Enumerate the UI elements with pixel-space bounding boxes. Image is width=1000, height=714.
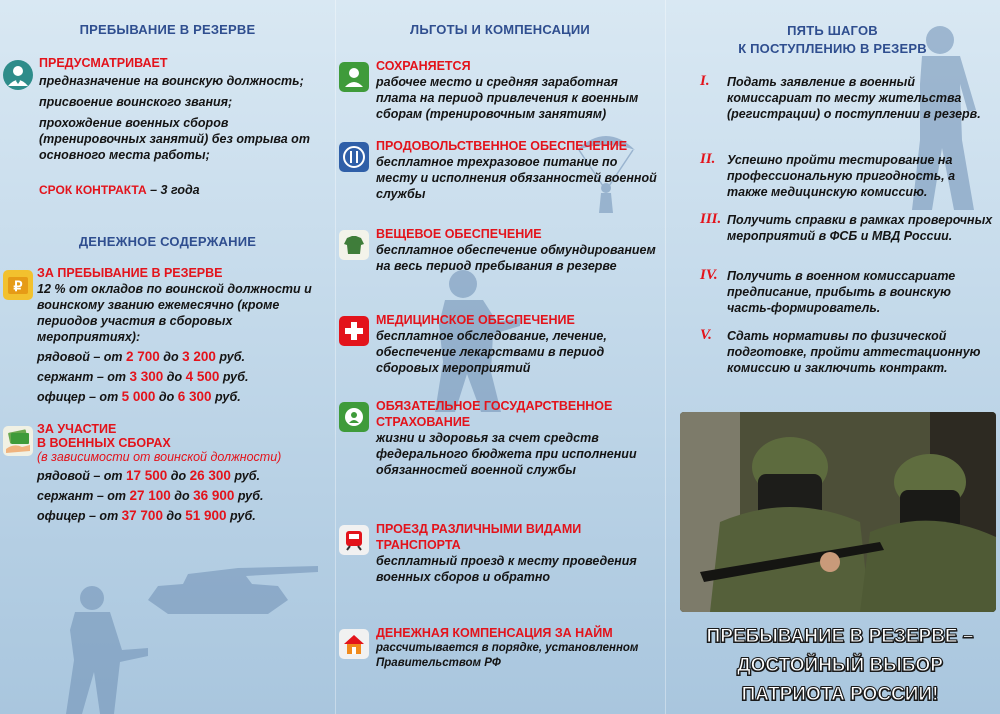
provides-item: присвоение воинского звания; [39,95,233,109]
benefits-heading: ЛЬГОТЫ И КОМПЕНСАЦИИ [410,22,590,37]
pay-rub-word: руб. [215,350,246,364]
pay-to-value: 36 900 [193,488,235,503]
svg-text:₽: ₽ [13,278,23,294]
pay-from-value: 2 700 [126,349,160,364]
pay-from-value: 27 100 [129,488,171,503]
steps-heading-line-2: К ПОСТУПЛЕНИЮ В РЕЗЕРВ [738,41,927,56]
slogan-line-1: ПРЕБЫВАНИЕ В РЕЗЕРВЕ – [706,626,974,647]
medical-cross-icon [339,316,369,346]
benefit-label: ОБЯЗАТЕЛЬНОЕ ГОСУДАРСТВЕННОЕ СТРАХОВАНИЕ [376,399,613,429]
steps-heading-line-1: ПЯТЬ ШАГОВ [787,23,878,38]
provides-block [39,56,331,163]
benefit-label: МЕДИЦИНСКОЕ ОБЕСПЕЧЕНИЕ [376,313,575,327]
pay-rank: рядовой [37,350,90,364]
reserve-pay-label: ЗА ПРЕБЫВАНИЕ В РЕЗЕРВЕ [37,266,223,280]
pay-to-word: до [167,469,190,483]
pay-to-value: 4 500 [185,369,220,384]
pay-to-value: 51 900 [185,508,227,523]
pay-from-word: – от [89,350,126,364]
pay-row [37,389,332,405]
pay-rub-word: руб. [226,509,256,523]
benefit-label: ПРОДОВОЛЬСТВЕННОЕ ОБЕСПЕЧЕНИЕ [376,139,628,153]
pay-to-word: до [170,489,194,503]
fold-divider-2 [665,0,666,714]
pay-rank: рядовой [37,469,90,483]
house-icon [339,629,369,659]
money-heading: ДЕНЕЖНОЕ СОДЕРЖАНИЕ [78,234,257,249]
reserve-pay-block [37,266,332,405]
train-icon [339,525,369,555]
pay-rank: сержант [37,370,94,384]
pay-to-value: 3 200 [182,349,216,364]
reserve-pay-rows [37,349,332,405]
pay-rub-word: руб. [230,469,261,483]
pay-to-word: до [163,370,186,384]
contract-term [39,182,331,198]
benefit-text: бесплатное трехразовое питание по месту и исполнения обязанностей военной службы [376,155,657,201]
benefit-item [376,521,661,585]
pay-to-word: до [162,509,186,523]
benefit-text: бесплатный проезд к месту проведения военных сборов и обратно [376,554,637,584]
step-text: Сдать нормативы по физической подготовке, пройти аттестационную комиссию и заключить контракт. [727,329,981,375]
benefit-item [376,138,661,202]
pay-to-word: до [155,390,178,404]
pay-from-word: – от [89,469,126,483]
step-text: Получить справки в рамках проверочных мероприятий в ФСБ и МВД России. [727,213,993,243]
pay-from-value: 17 500 [126,468,168,483]
pay-from-value: 5 000 [121,389,156,404]
benefit-text: бесплатное обследование, лечение, обеспечение лекарствами в период сборовых мероприятий [376,329,607,375]
uniform-icon [339,230,369,260]
step-number: I. [700,73,710,89]
pay-from-word: – от [85,509,122,523]
benefit-text: рабочее место и средняя заработная плата на период привлечения к военным сборам (тренировочным занятиям) [376,75,639,121]
pay-row [37,468,332,484]
slogan [680,622,1000,709]
wallet-ruble-icon [3,270,33,300]
pay-rub-word: руб. [211,390,241,404]
provides-label: ПРЕДУСМАТРИВАЕТ [39,56,168,70]
pay-row [37,369,332,385]
training-pay-block [37,422,332,524]
benefit-item [376,312,661,376]
pay-rank: сержант [37,489,94,503]
fold-divider-1 [335,0,336,714]
training-pay-label-1: ЗА УЧАСТИЕ [37,422,117,436]
step-text: Подать заявление в военный комиссариат по месту жительства (регистрации) о поступлении в резерв. [727,75,981,121]
pay-rub-word: руб. [234,489,264,503]
pay-from-value: 37 700 [121,508,163,523]
benefit-label: ДЕНЕЖНАЯ КОМПЕНСАЦИЯ ЗА НАЙМ [376,626,613,640]
pay-rank: офицер [37,390,86,404]
soldiers-photo [680,412,996,612]
workplace-icon [339,62,369,92]
money-hand-icon [3,426,33,456]
pay-from-value: 3 300 [129,369,164,384]
benefit-item [376,58,661,122]
step-text: Успешно пройти тестирование на профессиональную пригодность, а также медицинскую комиссию. [727,153,956,199]
provides-item: предназначение на воинскую должность; [39,74,304,88]
benefit-label: СОХРАНЯЕТСЯ [376,59,471,73]
pay-from-word: – от [93,370,130,384]
pay-to-word: до [159,350,183,364]
benefit-text: рассчитывается в порядке, установленном Правительством РФ [376,642,639,669]
cutlery-icon [339,142,369,172]
reserve-heading: ПРЕБЫВАНИЕ В РЕЗЕРВЕ [79,22,256,37]
insurance-icon [339,402,369,432]
reserve-pay-desc: 12 % от окладов по воинской должности и воинскому званию ежемесячно (кроме периодов участия в сборовых мероприятиях): [37,282,312,344]
pay-rub-word: руб. [219,370,249,384]
pay-row [37,349,332,365]
slogan-line-2: ДОСТОЙНЫЙ ВЫБОР [737,655,943,676]
pay-to-value: 26 300 [189,468,231,483]
benefit-item [376,226,661,274]
benefit-text: жизни и здоровья за счет средств федерального бюджета при исполнении обязанностей военной службы [376,431,637,477]
step-number: III. [700,211,722,227]
training-pay-note: (в зависимости от воинской должности) [37,450,282,464]
pay-from-word: – от [85,390,122,404]
steps-heading [665,22,1000,58]
step-number: II. [700,151,716,167]
pay-row [37,488,332,504]
benefit-item [376,398,641,478]
contract-label: СРОК КОНТРАКТА [39,183,147,197]
benefit-text: бесплатное обеспечение обмундированием на весь период пребывания в резерве [376,243,656,273]
step-text: Получить в военном комиссариате предписание, прибыть в воинскую часть-формирователь. [727,269,956,315]
pay-row [37,508,332,524]
training-pay-label-2: В ВОЕННЫХ СБОРАХ [37,436,171,450]
contract-value: – 3 года [146,183,200,197]
provides-item: прохождение военных сборов (тренировочных занятий) без отрыва от основного места работы; [39,116,310,162]
training-pay-rows [37,468,332,524]
step-number: IV. [700,267,718,283]
pay-from-word: – от [93,489,130,503]
step-number: V. [700,327,712,343]
benefit-item [376,625,661,671]
person-icon [3,60,33,90]
benefit-label: ПРОЕЗД РАЗЛИЧНЫМИ ВИДАМИ ТРАНСПОРТА [376,522,582,552]
pay-to-value: 6 300 [177,389,212,404]
pay-rank: офицер [37,509,86,523]
benefit-label: ВЕЩЕВОЕ ОБЕСПЕЧЕНИЕ [376,227,542,241]
slogan-line-3: ПАТРИОТА РОССИИ! [741,684,939,705]
